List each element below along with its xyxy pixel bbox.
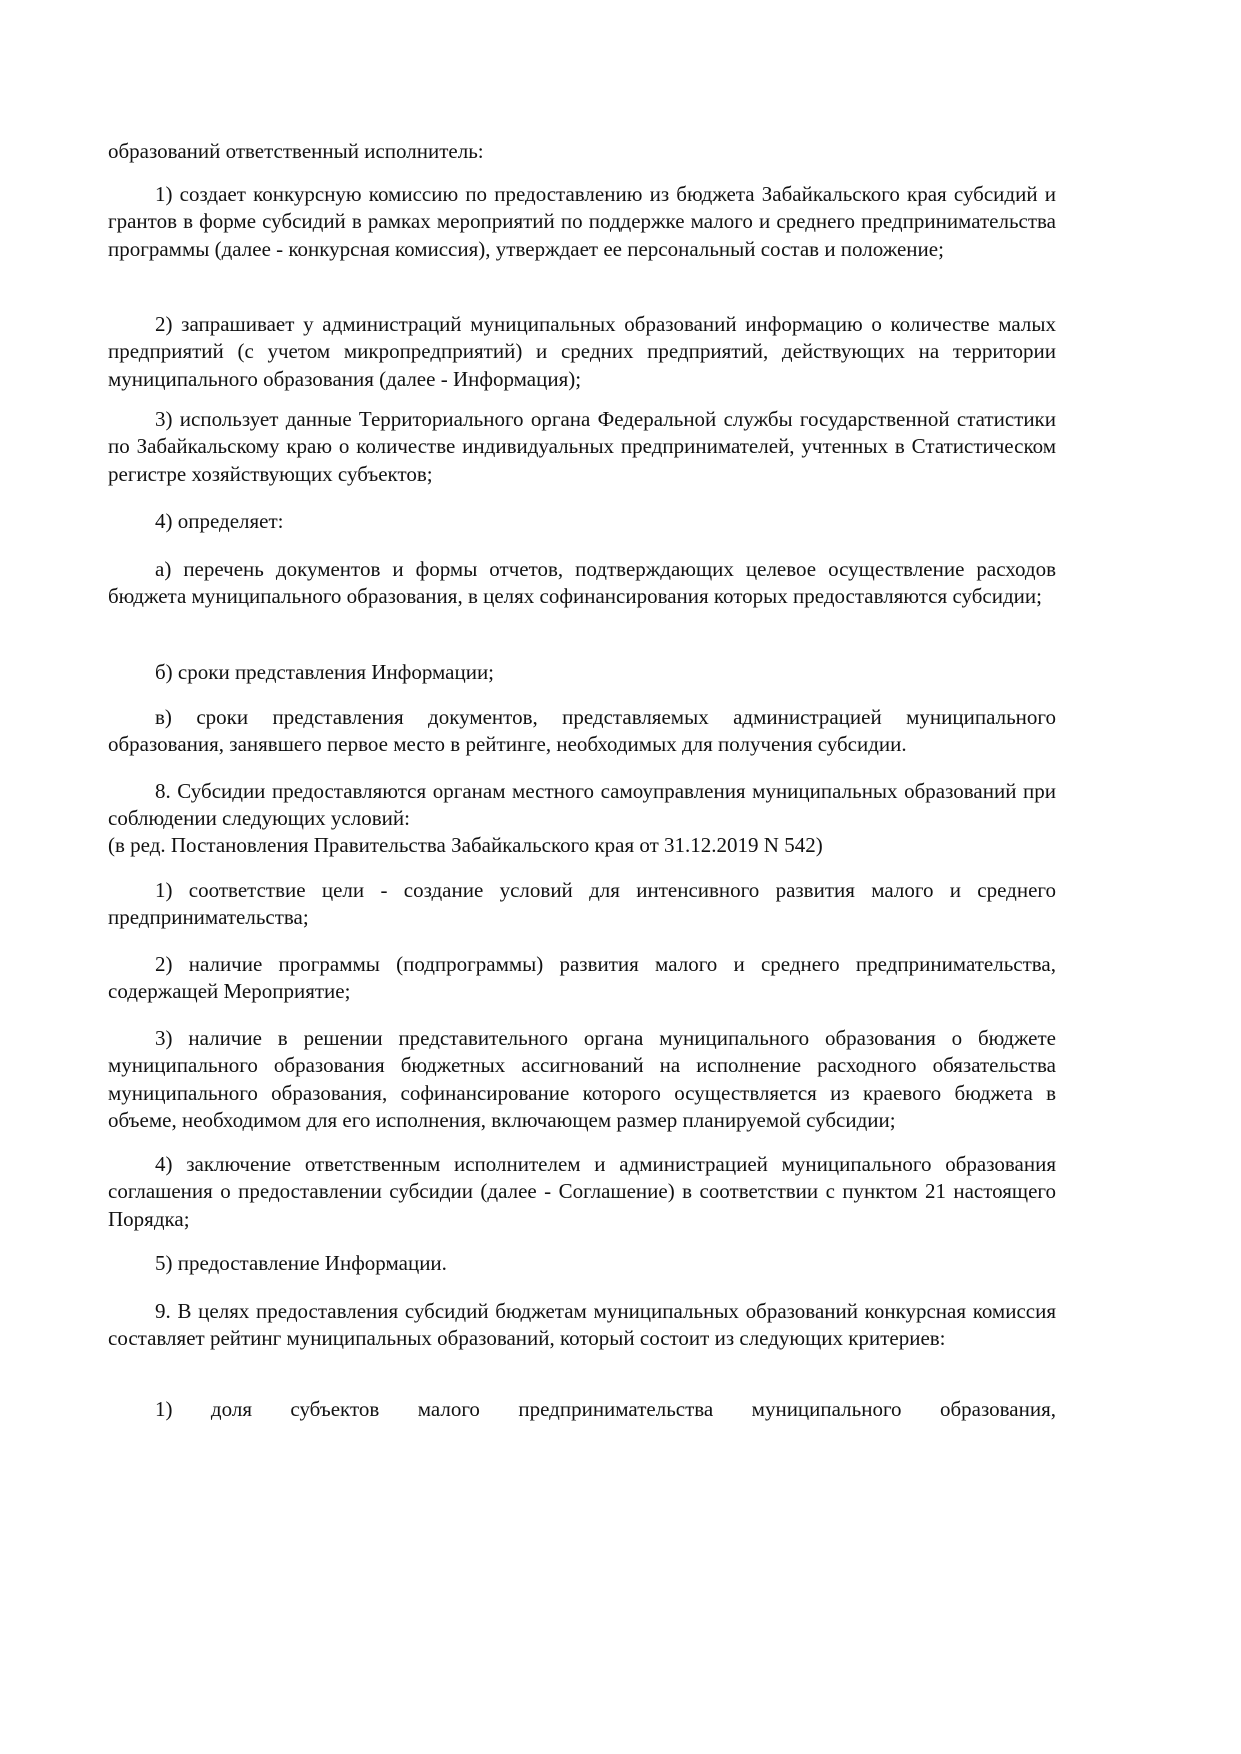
paragraph-section-9: 9. В целях предоставления субсидий бюджетам муниципальных образований конкурсная комиссия составляет рейтинг муниципальных образований, который состоит из следующих критериев:	[108, 1299, 1056, 1351]
paragraph-condition-2: 2) наличие программы (подпрограммы) развития малого и среднего предпринимательства, содержащей Мероприятие;	[108, 952, 1056, 1004]
paragraph-condition-3: 3) наличие в решении представительного органа муниципального образования о бюджете муниципального образования бюджетных ассигнований на исполнение расходного обязательства муниципального образования, софинансирование которого осуществляется из краевого бюджета в объеме, необходимом для его исполнения, включающем размер планируемой субсидии;	[108, 1026, 1056, 1132]
paragraph-item-4: 4) определяет:	[155, 509, 284, 533]
paragraph-item-2: 2) запрашивает у администраций муниципальных образований информацию о количестве малых предприятий (с учетом микропредприятий) и средних предприятий, действующих на территории муниципального образования (далее - Информация);	[108, 312, 1056, 391]
paragraph-condition-4: 4) заключение ответственным исполнителем и администрацией муниципального образования соглашения о предоставлении субсидии (далее - Соглашение) в соответствии с пунктом 21 настоящего Порядка;	[108, 1152, 1056, 1231]
paragraph-criterion-1: 1) доля субъектов малого предпринимательства муниципального образования,	[155, 1397, 1056, 1421]
paragraph-item-1: 1) создает конкурсную комиссию по предоставлению из бюджета Забайкальского края субсидий и грантов в форме субсидий в рамках мероприятий по поддержке малого и среднего предпринимательства программы (далее - конкурсная комиссия), утверждает ее персональный состав и положение;	[108, 182, 1056, 261]
amendment-note: (в ред. Постановления Правительства Забайкальского края от 31.12.2019 N 542)	[108, 833, 823, 857]
paragraph-item-v: в) сроки представления документов, представляемых администрацией муниципального образования, занявшего первое место в рейтинге, необходимых для получения субсидии.	[108, 705, 1056, 757]
paragraph-item-3: 3) использует данные Территориального органа Федеральной службы государственной статистики по Забайкальскому краю о количестве индивидуальных предпринимателей, учтенных в Статистическом регистре хозяйствующих субъектов;	[108, 407, 1056, 486]
paragraph-condition-5: 5) предоставление Информации.	[155, 1251, 447, 1275]
paragraph-item-b: б) сроки представления Информации;	[155, 660, 495, 684]
paragraph-item-a: а) перечень документов и формы отчетов, подтверждающих целевое осуществление расходов бюджета муниципального образования, в целях софинансирования которых предоставляются субсидии;	[108, 557, 1056, 609]
paragraph-section-8: 8. Субсидии предоставляются органам местного самоуправления муниципальных образований при соблюдении следующих условий:	[108, 779, 1056, 831]
paragraph-condition-1: 1) соответствие цели - создание условий для интенсивного развития малого и среднего предпринимательства;	[108, 878, 1056, 930]
paragraph-continuation: образований ответственный исполнитель:	[108, 139, 484, 163]
